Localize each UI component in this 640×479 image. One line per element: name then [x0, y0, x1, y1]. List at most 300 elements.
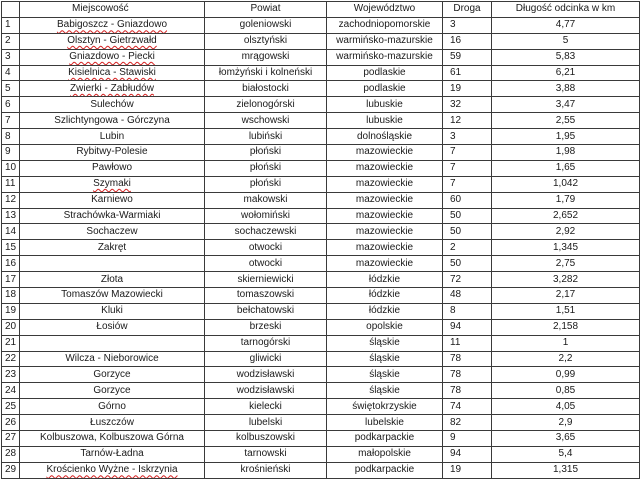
cell-road-text: 19 [450, 82, 462, 94]
cell-road-text: 7 [450, 162, 456, 174]
cell-woj-text: łódzkie [368, 273, 401, 285]
cell-lp[interactable] [2, 303, 20, 319]
cell-road[interactable] [443, 288, 492, 304]
cell-length-text: 2,158 [552, 321, 579, 333]
cell-road[interactable] [443, 81, 492, 97]
table-row [2, 145, 640, 161]
cell-woj[interactable] [327, 335, 443, 351]
cell-city[interactable] [20, 224, 205, 240]
cell-city[interactable] [20, 33, 205, 49]
cell-woj-text: śląskie [369, 384, 400, 396]
cell-lp[interactable] [2, 415, 20, 431]
cell-length[interactable] [492, 224, 640, 240]
cell-lp[interactable] [2, 49, 20, 65]
cell-length[interactable] [492, 81, 640, 97]
cell-lp-text: 17 [5, 273, 17, 285]
cell-length-text: 3,47 [555, 98, 576, 110]
cell-road[interactable] [443, 49, 492, 65]
cell-length[interactable] [492, 145, 640, 161]
cell-length-text: 1,345 [552, 241, 579, 253]
cell-length-text: 1,315 [552, 464, 579, 476]
cell-woj[interactable] [327, 351, 443, 367]
table-row [2, 462, 640, 478]
cell-powiat[interactable] [205, 97, 327, 113]
cell-woj-text: małopolskie [358, 448, 411, 460]
cell-length[interactable] [492, 383, 640, 399]
cell-lp[interactable] [2, 367, 20, 383]
cell-road[interactable] [443, 192, 492, 208]
cell-powiat[interactable] [205, 303, 327, 319]
cell-city[interactable] [20, 288, 205, 304]
cell-road-text: 32 [450, 98, 462, 110]
cell-lp-text: 15 [5, 241, 17, 253]
cell-city[interactable] [20, 129, 205, 145]
cell-length-text: 5,83 [555, 51, 576, 63]
cell-lp-text: 1 [5, 19, 11, 31]
cell-powiat[interactable] [205, 33, 327, 49]
cell-woj[interactable] [327, 303, 443, 319]
cell-road[interactable] [443, 145, 492, 161]
cell-road-text: 50 [450, 257, 462, 269]
table-row [2, 129, 640, 145]
cell-lp-text: 4 [5, 67, 11, 78]
cell-road-text: 12 [450, 114, 462, 126]
cell-woj[interactable] [327, 367, 443, 383]
cell-lp-text: 5 [5, 82, 11, 94]
cell-powiat-text: gliwicki [249, 353, 282, 365]
roads-table [1, 1, 640, 479]
cell-road[interactable] [443, 17, 492, 33]
header-lp [2, 2, 20, 18]
cell-woj-text: śląskie [369, 337, 400, 349]
cell-lp-text: 24 [5, 384, 17, 396]
cell-lp[interactable] [2, 319, 20, 335]
cell-woj-text: śląskie [369, 368, 400, 380]
cell-powiat[interactable] [205, 462, 327, 478]
cell-length-text: 1,51 [555, 305, 576, 317]
cell-powiat-text: płoński [249, 146, 282, 158]
cell-road[interactable] [443, 335, 492, 351]
cell-woj-text: dolnośląskie [356, 130, 413, 142]
cell-road-text: 50 [450, 210, 462, 222]
cell-road[interactable] [443, 224, 492, 240]
cell-lp[interactable] [2, 256, 20, 272]
cell-lp[interactable] [2, 431, 20, 447]
cell-city[interactable] [20, 272, 205, 288]
cell-city-text: Rybitwy-Polesie [76, 146, 148, 158]
cell-woj[interactable] [327, 224, 443, 240]
cell-woj[interactable] [327, 145, 443, 161]
cell-length-text: 2,9 [558, 416, 573, 428]
cell-lp-text: 19 [5, 305, 17, 317]
cell-road[interactable] [443, 399, 492, 415]
table-row [2, 288, 640, 304]
cell-powiat[interactable] [205, 256, 327, 272]
cell-length[interactable] [492, 17, 640, 33]
cell-road[interactable] [443, 462, 492, 478]
cell-powiat[interactable] [205, 145, 327, 161]
cell-length[interactable] [492, 319, 640, 335]
table-row [2, 49, 640, 65]
cell-road[interactable] [443, 256, 492, 272]
cell-city[interactable] [20, 462, 205, 478]
cell-lp[interactable] [2, 383, 20, 399]
cell-powiat-text: brzeski [249, 321, 282, 333]
cell-powiat-text: otwocki [248, 257, 283, 269]
cell-length[interactable] [492, 208, 640, 224]
table-row [2, 335, 640, 351]
cell-city-text: Tomaszów Mazowiecki [61, 289, 163, 301]
cell-lp[interactable] [2, 224, 20, 240]
cell-powiat-text: płoński [249, 162, 282, 174]
cell-powiat-text: wodzisławski [236, 368, 295, 380]
cell-length-text: 5 [562, 35, 569, 47]
cell-lp[interactable] [2, 81, 20, 97]
cell-lp[interactable] [2, 399, 20, 415]
cell-lp[interactable] [2, 272, 20, 288]
cell-woj[interactable] [327, 431, 443, 447]
cell-powiat-text: zielonogórski [236, 98, 295, 110]
table-row [2, 240, 640, 256]
cell-city-text: Olsztyn - Gietrzwałd [67, 35, 157, 47]
cell-woj-text: mazowieckie [355, 146, 414, 158]
cell-road-text: 9 [450, 432, 456, 444]
cell-length-text: 2,55 [555, 114, 576, 126]
cell-road-text: 19 [450, 464, 462, 476]
cell-woj[interactable] [327, 446, 443, 462]
cell-powiat[interactable] [205, 272, 327, 288]
cell-road-text: 3 [450, 19, 456, 31]
cell-powiat[interactable] [205, 319, 327, 335]
cell-powiat[interactable] [205, 65, 327, 81]
table-row [2, 446, 640, 462]
cell-city[interactable] [20, 192, 205, 208]
cell-city[interactable] [20, 415, 205, 431]
cell-woj-text: śląskie [369, 353, 400, 365]
cell-lp[interactable] [2, 288, 20, 304]
cell-length-text: 3,282 [552, 273, 579, 285]
cell-powiat[interactable] [205, 113, 327, 129]
cell-road[interactable] [443, 446, 492, 462]
cell-lp-text: 20 [5, 321, 17, 333]
cell-woj[interactable] [327, 33, 443, 49]
cell-woj-text: warmińsko-mazurskie [336, 35, 433, 47]
cell-lp[interactable] [2, 335, 20, 351]
cell-woj-text: świętokrzyskie [352, 400, 417, 412]
cell-powiat[interactable] [205, 415, 327, 431]
cell-city-text: Kluki [101, 305, 123, 317]
table-row [2, 303, 640, 319]
cell-lp[interactable] [2, 160, 20, 176]
cell-length[interactable] [492, 288, 640, 304]
cell-road[interactable] [443, 319, 492, 335]
cell-length-text: 0,85 [555, 384, 576, 396]
cell-powiat[interactable] [205, 81, 327, 97]
cell-length-text: 2,652 [552, 210, 579, 222]
cell-city[interactable] [20, 351, 205, 367]
cell-road[interactable] [443, 160, 492, 176]
cell-road[interactable] [443, 97, 492, 113]
cell-woj-text: mazowieckie [355, 210, 414, 222]
cell-lp-text: 21 [5, 337, 17, 349]
cell-lp[interactable] [2, 145, 20, 161]
cell-woj[interactable] [327, 176, 443, 192]
cell-city-text: Karniewo [91, 194, 133, 206]
cell-city[interactable] [20, 160, 205, 176]
cell-powiat[interactable] [205, 176, 327, 192]
cell-woj[interactable] [327, 49, 443, 65]
cell-road[interactable] [443, 208, 492, 224]
cell-woj[interactable] [327, 240, 443, 256]
cell-powiat-text: tomaszowski [236, 289, 295, 301]
cell-city-text: Gorzyce [93, 384, 131, 396]
cell-length-text: 1,65 [555, 162, 576, 174]
cell-road[interactable] [443, 367, 492, 383]
cell-powiat[interactable] [205, 383, 327, 399]
cell-lp-text: 11 [5, 178, 16, 190]
cell-city-text: Szlichtyngowa - Górczyna [54, 114, 170, 126]
cell-length[interactable] [492, 462, 640, 478]
cell-powiat[interactable] [205, 224, 327, 240]
cell-lp[interactable] [2, 176, 20, 192]
cell-lp-text: 16 [5, 257, 17, 269]
cell-length[interactable] [492, 176, 640, 192]
cell-length-text: 2,17 [555, 289, 576, 301]
cell-length[interactable] [492, 446, 640, 462]
cell-powiat-text: tarnowski [244, 448, 287, 460]
cell-woj-text: podlaskie [363, 67, 406, 78]
cell-city[interactable] [20, 145, 205, 161]
cell-length[interactable] [492, 129, 640, 145]
cell-powiat-text: płoński [249, 178, 282, 190]
cell-length[interactable] [492, 272, 640, 288]
cell-powiat-text: wodzisławski [236, 384, 295, 396]
cell-road-text: 60 [450, 194, 462, 206]
cell-road[interactable] [443, 431, 492, 447]
cell-city[interactable] [20, 97, 205, 113]
cell-road[interactable] [443, 176, 492, 192]
cell-woj-text: podkarpackie [354, 464, 415, 476]
cell-woj[interactable] [327, 399, 443, 415]
cell-length[interactable] [492, 33, 640, 49]
cell-powiat[interactable] [205, 208, 327, 224]
table-row [2, 399, 640, 415]
cell-lp-text: 28 [5, 448, 17, 460]
cell-city[interactable] [20, 446, 205, 462]
cell-city[interactable] [20, 383, 205, 399]
cell-lp[interactable] [2, 351, 20, 367]
cell-city-text: Kolbuszowa, Kolbuszowa Górna [40, 432, 184, 444]
cell-city[interactable] [20, 17, 205, 33]
cell-length[interactable] [492, 113, 640, 129]
cell-length[interactable] [492, 335, 640, 351]
cell-powiat[interactable] [205, 49, 327, 65]
cell-lp[interactable] [2, 33, 20, 49]
cell-road[interactable] [443, 272, 492, 288]
cell-woj[interactable] [327, 17, 443, 33]
cell-woj-text: opolskie [366, 321, 403, 333]
cell-length[interactable] [492, 256, 640, 272]
cell-lp[interactable] [2, 208, 20, 224]
cell-city[interactable] [20, 208, 205, 224]
cell-woj[interactable] [327, 208, 443, 224]
cell-road[interactable] [443, 113, 492, 129]
cell-powiat-text: kielecki [249, 400, 282, 412]
cell-woj-text: lubuskie [366, 114, 403, 126]
cell-length-text: 1,95 [555, 130, 576, 142]
cell-city[interactable] [20, 176, 205, 192]
cell-powiat[interactable] [205, 431, 327, 447]
cell-woj[interactable] [327, 192, 443, 208]
cell-lp-text: 14 [5, 225, 17, 237]
table-row [2, 319, 640, 335]
cell-powiat[interactable] [205, 335, 327, 351]
cell-road-text: 7 [450, 146, 456, 158]
table-row [2, 81, 640, 97]
cell-length-text: 3,65 [555, 432, 576, 444]
cell-woj[interactable] [327, 462, 443, 478]
cell-length[interactable] [492, 240, 640, 256]
cell-woj-text: mazowieckie [355, 194, 414, 206]
cell-road[interactable] [443, 129, 492, 145]
cell-road-text: 78 [450, 353, 462, 365]
cell-woj[interactable] [327, 288, 443, 304]
cell-woj[interactable] [327, 97, 443, 113]
cell-lp[interactable] [2, 446, 20, 462]
cell-powiat-text: makowski [243, 194, 288, 206]
cell-powiat[interactable] [205, 446, 327, 462]
cell-powiat[interactable] [205, 240, 327, 256]
cell-length-text: 1,79 [555, 194, 576, 206]
cell-powiat-text: otwocki [248, 241, 283, 253]
cell-lp[interactable] [2, 113, 20, 129]
cell-city-text: Strachówka-Warmiaki [63, 210, 161, 222]
cell-road-text: 2 [450, 241, 456, 253]
cell-powiat[interactable] [205, 367, 327, 383]
cell-powiat[interactable] [205, 129, 327, 145]
cell-woj[interactable] [327, 129, 443, 145]
cell-woj[interactable] [327, 319, 443, 335]
cell-length-text: 4,77 [555, 19, 576, 31]
table-row [2, 272, 640, 288]
cell-city-text: Złota [100, 273, 124, 285]
cell-lp[interactable] [2, 65, 20, 81]
cell-city[interactable] [20, 240, 205, 256]
cell-length-text: 2,92 [555, 225, 576, 237]
cell-powiat-text: skierniewicki [237, 273, 294, 285]
cell-road[interactable] [443, 240, 492, 256]
cell-powiat[interactable] [205, 17, 327, 33]
cell-woj[interactable] [327, 113, 443, 129]
cell-powiat-text: bełchatowski [236, 305, 295, 317]
cell-city[interactable] [20, 49, 205, 65]
cell-powiat[interactable] [205, 351, 327, 367]
cell-length[interactable] [492, 367, 640, 383]
cell-city[interactable] [20, 81, 205, 97]
cell-city[interactable] [20, 113, 205, 129]
cell-length[interactable] [492, 192, 640, 208]
cell-length[interactable] [492, 303, 640, 319]
cell-woj-text: mazowieckie [355, 257, 414, 269]
cell-lp-text: 6 [5, 98, 11, 110]
cell-powiat[interactable] [205, 160, 327, 176]
table-row [2, 65, 640, 81]
cell-city[interactable] [20, 335, 205, 351]
cell-lp-text: 29 [5, 464, 17, 476]
cell-length[interactable] [492, 97, 640, 113]
cell-city[interactable] [20, 431, 205, 447]
cell-city[interactable] [20, 65, 205, 81]
table-row [2, 113, 640, 129]
cell-road-text: 11 [450, 337, 461, 349]
cell-length[interactable] [492, 49, 640, 65]
cell-road-text: 16 [450, 35, 462, 47]
cell-powiat[interactable] [205, 288, 327, 304]
cell-lp[interactable] [2, 17, 20, 33]
cell-length[interactable] [492, 431, 640, 447]
cell-woj[interactable] [327, 256, 443, 272]
cell-woj[interactable] [327, 415, 443, 431]
cell-lp[interactable] [2, 240, 20, 256]
cell-road[interactable] [443, 351, 492, 367]
cell-woj-text: warmińsko-mazurskie [336, 51, 433, 63]
cell-road[interactable] [443, 383, 492, 399]
cell-road[interactable] [443, 303, 492, 319]
cell-lp[interactable] [2, 97, 20, 113]
cell-city[interactable] [20, 256, 205, 272]
table-row [2, 415, 640, 431]
cell-lp-text: 12 [5, 194, 17, 206]
cell-powiat[interactable] [205, 192, 327, 208]
cell-lp[interactable] [2, 462, 20, 478]
cell-length[interactable] [492, 351, 640, 367]
cell-powiat[interactable] [205, 399, 327, 415]
cell-road[interactable] [443, 65, 492, 81]
cell-city[interactable] [20, 399, 205, 415]
cell-woj-text: mazowieckie [355, 178, 414, 190]
cell-lp-text: 10 [5, 162, 17, 174]
cell-city-text: Sulechów [90, 98, 134, 110]
cell-woj[interactable] [327, 160, 443, 176]
cell-lp-text: 18 [5, 289, 17, 301]
cell-length[interactable] [492, 399, 640, 415]
cell-woj[interactable] [327, 272, 443, 288]
cell-length[interactable] [492, 65, 640, 81]
cell-road-text: 94 [450, 448, 462, 460]
cell-road[interactable] [443, 33, 492, 49]
cell-lp-text: 13 [5, 210, 17, 222]
cell-city-text: Łosiów [96, 321, 128, 333]
cell-city[interactable] [20, 319, 205, 335]
cell-powiat-text: sochaczewski [234, 225, 297, 237]
cell-lp-text: 9 [5, 146, 11, 158]
cell-woj[interactable] [327, 383, 443, 399]
cell-city[interactable] [20, 303, 205, 319]
cell-city-text: Babigoszcz - Gniazdowo [56, 19, 168, 31]
cell-road-text: 8 [450, 305, 456, 317]
cell-city-text: Tarnów-Ładna [80, 448, 144, 460]
cell-woj[interactable] [327, 65, 443, 81]
cell-city-text: Zwierki - Zabłudów [70, 82, 154, 94]
cell-length[interactable] [492, 160, 640, 176]
cell-city[interactable] [20, 367, 205, 383]
cell-lp[interactable] [2, 129, 20, 145]
cell-road[interactable] [443, 415, 492, 431]
cell-road-text: 78 [450, 368, 462, 380]
cell-woj[interactable] [327, 81, 443, 97]
cell-lp[interactable] [2, 192, 20, 208]
cell-length[interactable] [492, 415, 640, 431]
